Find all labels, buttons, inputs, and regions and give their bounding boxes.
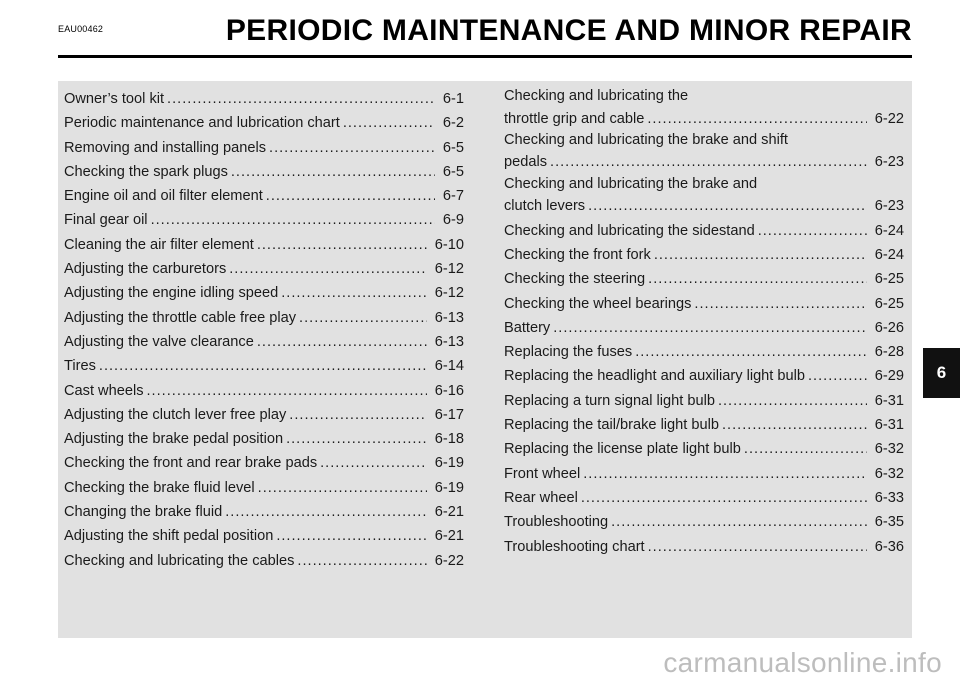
toc-entry[interactable]: [504, 175, 904, 219]
toc-entry[interactable]: [64, 354, 464, 378]
toc-entry[interactable]: [504, 87, 904, 131]
dot-leader: [635, 340, 867, 364]
toc-entry[interactable]: [64, 379, 464, 403]
toc-left-column: [64, 87, 464, 573]
toc-entry-label: Replacing a turn signal light bulb: [504, 392, 715, 409]
toc-entry-page: 6-14: [434, 358, 464, 375]
toc-entry[interactable]: [504, 364, 904, 388]
toc-entry-label-line1: Checking and lubricating the: [504, 88, 689, 104]
toc-entry-page: 6-36: [874, 538, 904, 555]
toc-entry-label: clutch levers: [504, 198, 586, 215]
toc-entry-page: 6-16: [434, 382, 464, 399]
toc-entry-row: [64, 524, 464, 548]
toc-entry-page: 6-33: [874, 489, 904, 506]
toc-entry-label: Troubleshooting chart: [504, 538, 645, 555]
dot-leader: [722, 413, 867, 437]
toc-entry-label: Adjusting the carburetors: [64, 261, 227, 278]
toc-entry-row: [504, 486, 904, 510]
toc-entry-label: Adjusting the engine idling speed: [64, 285, 279, 302]
toc-entry-label: Checking the wheel bearings: [504, 295, 692, 312]
dot-leader: [299, 306, 427, 330]
toc-entry-label: Adjusting the brake pedal position: [64, 431, 284, 448]
toc-entry-label: Replacing the tail/brake light bulb: [504, 417, 719, 434]
toc-entry-row: [504, 413, 904, 437]
toc-entry-label: Cleaning the air filter element: [64, 236, 254, 253]
toc-entry[interactable]: [64, 476, 464, 500]
toc-entry-page: 6-31: [874, 392, 904, 409]
dot-leader: [231, 160, 435, 184]
toc-entry[interactable]: [504, 510, 904, 534]
toc-entry-page: 6-2: [442, 115, 464, 132]
toc-entry[interactable]: [64, 403, 464, 427]
toc-entry-page: 6-24: [874, 222, 904, 239]
dot-leader: [167, 87, 435, 111]
toc-entry-row: [504, 364, 904, 388]
toc-entry-row: [64, 136, 464, 160]
toc-entry-row: [504, 316, 904, 340]
toc-entry-page: 6-5: [442, 163, 464, 180]
toc-entry-page: 6-5: [442, 139, 464, 156]
toc-entry[interactable]: [504, 292, 904, 316]
toc-entry-row: [504, 389, 904, 413]
page-title: PERIODIC MAINTENANCE AND MINOR REPAIR: [225, 14, 912, 47]
toc-entry-label: Periodic maintenance and lubrication chart: [64, 115, 340, 132]
dot-leader: [225, 500, 427, 524]
dot-leader: [276, 524, 426, 548]
toc-entry-row: [64, 451, 464, 475]
document-code: EAU00462: [58, 24, 104, 34]
dot-leader: [289, 403, 427, 427]
dot-leader: [744, 437, 867, 461]
toc-entry-label: Adjusting the shift pedal position: [64, 528, 274, 545]
dot-leader: [648, 535, 867, 559]
toc-entry-label: Engine oil and oil filter element: [64, 188, 263, 205]
toc-entry-row: [504, 437, 904, 461]
toc-entry[interactable]: [504, 389, 904, 413]
toc-entry-label: Changing the brake fluid: [64, 504, 223, 521]
toc-entry-row: [504, 340, 904, 364]
toc-entry[interactable]: [64, 524, 464, 548]
dot-leader: [147, 379, 427, 403]
toc-entry-label: Cast wheels: [64, 382, 144, 399]
toc-entry-label-line1: Checking and lubricating the brake and shift: [504, 131, 788, 148]
toc-entry-row: [504, 462, 904, 486]
toc-entry-page: 6-19: [434, 479, 464, 496]
toc-entry-label: Replacing the fuses: [504, 344, 633, 361]
toc-entry-row: [64, 330, 464, 354]
toc-right-column: [504, 87, 904, 559]
toc-entry-row: [64, 379, 464, 403]
dot-leader: [553, 316, 867, 340]
toc-entry[interactable]: [504, 316, 904, 340]
toc-entry-label: Battery: [504, 319, 551, 336]
toc-entry-row: [504, 150, 904, 174]
toc-entry[interactable]: [504, 219, 904, 243]
toc-entry-page: 6-12: [434, 285, 464, 302]
toc-entry-row: [64, 281, 464, 305]
toc-entry[interactable]: [64, 330, 464, 354]
toc-entry[interactable]: [64, 451, 464, 475]
toc-entry-row: [64, 354, 464, 378]
toc-entry-page: 6-21: [434, 528, 464, 545]
toc-entry[interactable]: [64, 233, 464, 257]
toc-entry[interactable]: [64, 500, 464, 524]
dot-leader: [581, 486, 867, 510]
toc-entry-label: Checking the steering: [504, 271, 646, 288]
toc-entry[interactable]: [504, 267, 904, 291]
dot-leader: [269, 136, 435, 160]
toc-entry[interactable]: [504, 437, 904, 461]
toc-entry-page: 6-24: [874, 246, 904, 263]
toc-entry-row: [64, 184, 464, 208]
toc-entry-page: 6-22: [434, 552, 464, 569]
toc-entry-label: Checking the front fork: [504, 246, 651, 263]
dot-leader: [718, 389, 867, 413]
toc-entry[interactable]: [64, 208, 464, 232]
dot-leader: [286, 427, 427, 451]
toc-entry-page: 6-10: [434, 236, 464, 253]
toc-entry[interactable]: [64, 257, 464, 281]
dot-leader: [99, 354, 427, 378]
dot-leader: [647, 107, 866, 131]
toc-entry-row: [64, 160, 464, 184]
toc-entry-label: Rear wheel: [504, 489, 578, 506]
toc-entry-page: 6-12: [434, 261, 464, 278]
dot-leader: [257, 330, 427, 354]
toc-entry-row: [64, 306, 464, 330]
toc-entry-label: Checking and lubricating the cables: [64, 552, 295, 569]
toc-entry[interactable]: [504, 535, 904, 559]
toc-entry-page: 6-32: [874, 441, 904, 458]
toc-entry-row: [64, 500, 464, 524]
toc-entry-label: Troubleshooting: [504, 514, 609, 531]
toc-entry-page: 6-26: [874, 319, 904, 336]
toc-entry-row: [504, 219, 904, 243]
dot-leader: [151, 208, 435, 232]
dot-leader: [258, 476, 427, 500]
toc-entry-row: [504, 243, 904, 267]
dot-leader: [320, 451, 427, 475]
toc-entry-row: [64, 257, 464, 281]
toc-entry-page: 6-18: [434, 431, 464, 448]
toc-entry[interactable]: [64, 136, 464, 160]
toc-entry[interactable]: [64, 111, 464, 135]
title-underline: [58, 55, 912, 58]
dot-leader: [257, 233, 427, 257]
toc-entry-page: 6-7: [442, 188, 464, 205]
toc-entry-label: Replacing the headlight and auxiliary light bulb: [504, 368, 805, 385]
toc-entry-page: 6-13: [434, 333, 464, 350]
toc-entry-row: [64, 208, 464, 232]
toc-entry-row: [504, 510, 904, 534]
dot-leader: [550, 150, 867, 174]
dot-leader: [229, 257, 427, 281]
toc-entry[interactable]: [64, 281, 464, 305]
toc-entry-page: 6-23: [874, 154, 904, 171]
toc-entry[interactable]: [504, 462, 904, 486]
dot-leader: [648, 267, 867, 291]
toc-entry[interactable]: [64, 549, 464, 573]
toc-entry[interactable]: [504, 131, 904, 175]
toc-entry-page: 6-25: [874, 271, 904, 288]
toc-entry-row: [64, 549, 464, 573]
dot-leader: [694, 292, 866, 316]
toc-entry-page: 6-13: [434, 309, 464, 326]
toc-entry-page: 6-17: [434, 406, 464, 423]
toc-entry-page: 6-32: [874, 465, 904, 482]
toc-entry-row: [504, 194, 904, 218]
toc-entry-label: Checking and lubricating the sidestand: [504, 222, 755, 239]
toc-entry-label-line1: Checking and lubricating the brake and: [504, 175, 758, 192]
toc-entry-row: [504, 535, 904, 559]
toc-entry-row: [64, 233, 464, 257]
toc-entry-label: Adjusting the clutch lever free play: [64, 406, 287, 423]
watermark: carmanualsonline.info: [663, 647, 942, 678]
toc-entry-row: [504, 292, 904, 316]
toc-entry[interactable]: [504, 243, 904, 267]
dot-leader: [266, 184, 435, 208]
toc-entry-label: Front wheel: [504, 465, 581, 482]
toc-entry[interactable]: [64, 427, 464, 451]
toc-entry-label: Final gear oil: [64, 212, 148, 229]
toc-entry-page: 6-9: [442, 212, 464, 229]
dot-leader: [343, 111, 435, 135]
toc-entry[interactable]: [64, 184, 464, 208]
toc-entry-label: pedals: [504, 154, 548, 171]
dot-leader: [297, 549, 426, 573]
toc-entry-page: 6-22: [874, 110, 904, 127]
toc-entry-page: 6-28: [874, 344, 904, 361]
toc-entry[interactable]: [64, 160, 464, 184]
toc-entry[interactable]: [64, 306, 464, 330]
toc-entry-page: 6-1: [442, 91, 464, 107]
toc-entry-label: Tires: [64, 358, 96, 375]
toc-entry-label: throttle grip and cable: [504, 110, 645, 127]
toc-entry-label: Checking the spark plugs: [64, 163, 228, 180]
toc-entry[interactable]: [504, 413, 904, 437]
toc-entry-page: 6-29: [874, 368, 904, 385]
toc-entry-label: Removing and installing panels: [64, 139, 267, 156]
toc-entry-row: [64, 87, 464, 111]
toc-entry-page: 6-19: [434, 455, 464, 472]
toc-entry-row: [64, 111, 464, 135]
dot-leader: [808, 364, 867, 388]
toc-entry-row: [504, 267, 904, 291]
toc-entry-page: 6-31: [874, 417, 904, 434]
toc-entry-page: 6-35: [874, 514, 904, 531]
toc-entry[interactable]: [504, 340, 904, 364]
toc-entry[interactable]: [504, 486, 904, 510]
toc-entry-page: 6-25: [874, 295, 904, 312]
toc-entry-label: Adjusting the valve clearance: [64, 333, 254, 350]
toc-entry-label: Owner’s tool kit: [64, 91, 165, 107]
toc-entry[interactable]: [64, 87, 464, 111]
dot-leader: [758, 219, 867, 243]
toc-entry-label: Replacing the license plate light bulb: [504, 441, 741, 458]
toc-entry-row: [504, 107, 904, 131]
dot-leader: [583, 462, 867, 486]
dot-leader: [281, 281, 427, 305]
toc-entry-label: Checking the front and rear brake pads: [64, 455, 318, 472]
toc-entry-row: [64, 403, 464, 427]
chapter-tab[interactable]: 6: [923, 348, 960, 398]
dot-leader: [611, 510, 867, 534]
dot-leader: [654, 243, 867, 267]
toc-entry-row: [64, 427, 464, 451]
toc-entry-page: 6-21: [434, 504, 464, 521]
toc-entry-page: 6-23: [874, 198, 904, 215]
dot-leader: [588, 194, 867, 218]
toc-entry-label: Adjusting the throttle cable free play: [64, 309, 297, 326]
toc-entry-row: [64, 476, 464, 500]
toc-entry-label: Checking the brake fluid level: [64, 479, 255, 496]
